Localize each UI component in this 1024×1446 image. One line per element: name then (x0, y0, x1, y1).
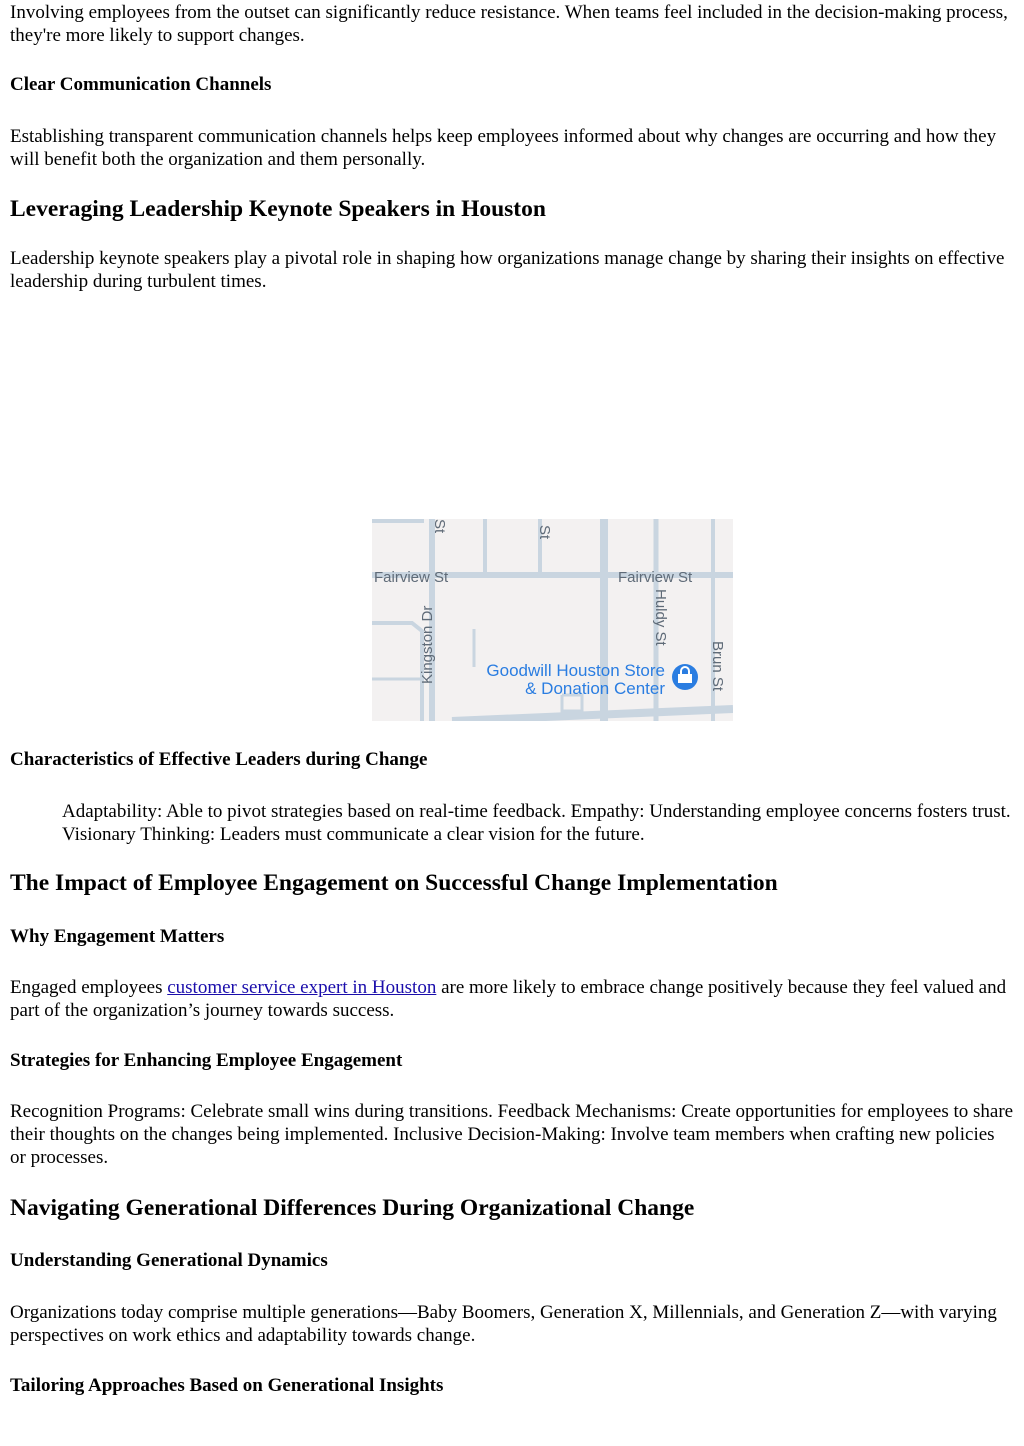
tailoring-approaches-heading: Tailoring Approaches Based on Generational Insights (10, 1375, 444, 1396)
label-top-st-a: St (431, 519, 448, 534)
strategies-body: Recognition Programs: Celebrate small wins during transitions. Feedback Mechanisms: Create opportunities for employees to share their thoughts on the changes being implemented. Inclusive Decision-Making: Involve team members when crafting new policies or processes. (10, 1101, 1014, 1168)
why-engagement-body (10, 976, 1014, 1022)
label-huldy: Huldy St (652, 589, 669, 646)
clear-communication-body: Establishing transparent communication channels helps keep employees informed about why changes are occurring and how they will benefit both the organization and them personally. (10, 126, 997, 170)
intro-paragraph: Involving employees from the outset can significantly reduce resistance. When teams feel included in the decision-making process, they're more likely to support changes. (10, 2, 1008, 46)
generational-differences-heading: Navigating Generational Differences During Organizational Change (10, 1195, 695, 1221)
keynote-speakers-body: Leadership keynote speakers play a pivotal role in shaping how organizations manage change by sharing their insights on effective leadership during turbulent times. (10, 248, 1005, 292)
shopping-bag-pin-icon[interactable] (672, 664, 698, 690)
keynote-speakers-heading: Leveraging Leadership Keynote Speakers in Houston (10, 196, 546, 222)
label-brun: Brun St (709, 641, 726, 692)
place-name-line1: Goodwill Houston Store (486, 661, 665, 680)
customer-service-link[interactable]: customer service expert in Houston (167, 977, 437, 998)
clear-communication-heading: Clear Communication Channels (10, 74, 272, 95)
characteristics-heading: Characteristics of Effective Leaders during Change (10, 749, 428, 770)
why-engagement-text-after: are more likely to embrace change positively because they feel valued and part of the organization’s journey towards success. (10, 977, 1007, 1021)
label-fairview-left: Fairview St (374, 569, 449, 586)
place-name-line2: & Donation Center (525, 679, 665, 698)
generational-dynamics-heading: Understanding Generational Dynamics (10, 1250, 328, 1271)
label-kingston: Kingston Dr (419, 605, 436, 684)
label-fairview-right: Fairview St (618, 569, 693, 586)
label-top-st-b: St (536, 525, 553, 540)
embedded-map[interactable] (372, 519, 733, 721)
strategies-heading: Strategies for Enhancing Employee Engagement (10, 1050, 403, 1071)
why-engagement-text-before: Engaged employees (10, 977, 168, 998)
why-engagement-heading: Why Engagement Matters (10, 926, 225, 947)
generational-dynamics-body: Organizations today comprise multiple generations—Baby Boomers, Generation X, Millennials, and Generation Z—with varying perspectives on work ethics and adaptability towards change. (10, 1302, 997, 1346)
employee-engagement-heading: The Impact of Employee Engagement on Successful Change Implementation (10, 870, 778, 896)
characteristics-body: Adaptability: Able to pivot strategies based on real-time feedback. Empathy: Understanding employee concerns fosters trust. Visionary Thinking: Leaders must communicate a clear vision for the future. (62, 801, 1011, 845)
